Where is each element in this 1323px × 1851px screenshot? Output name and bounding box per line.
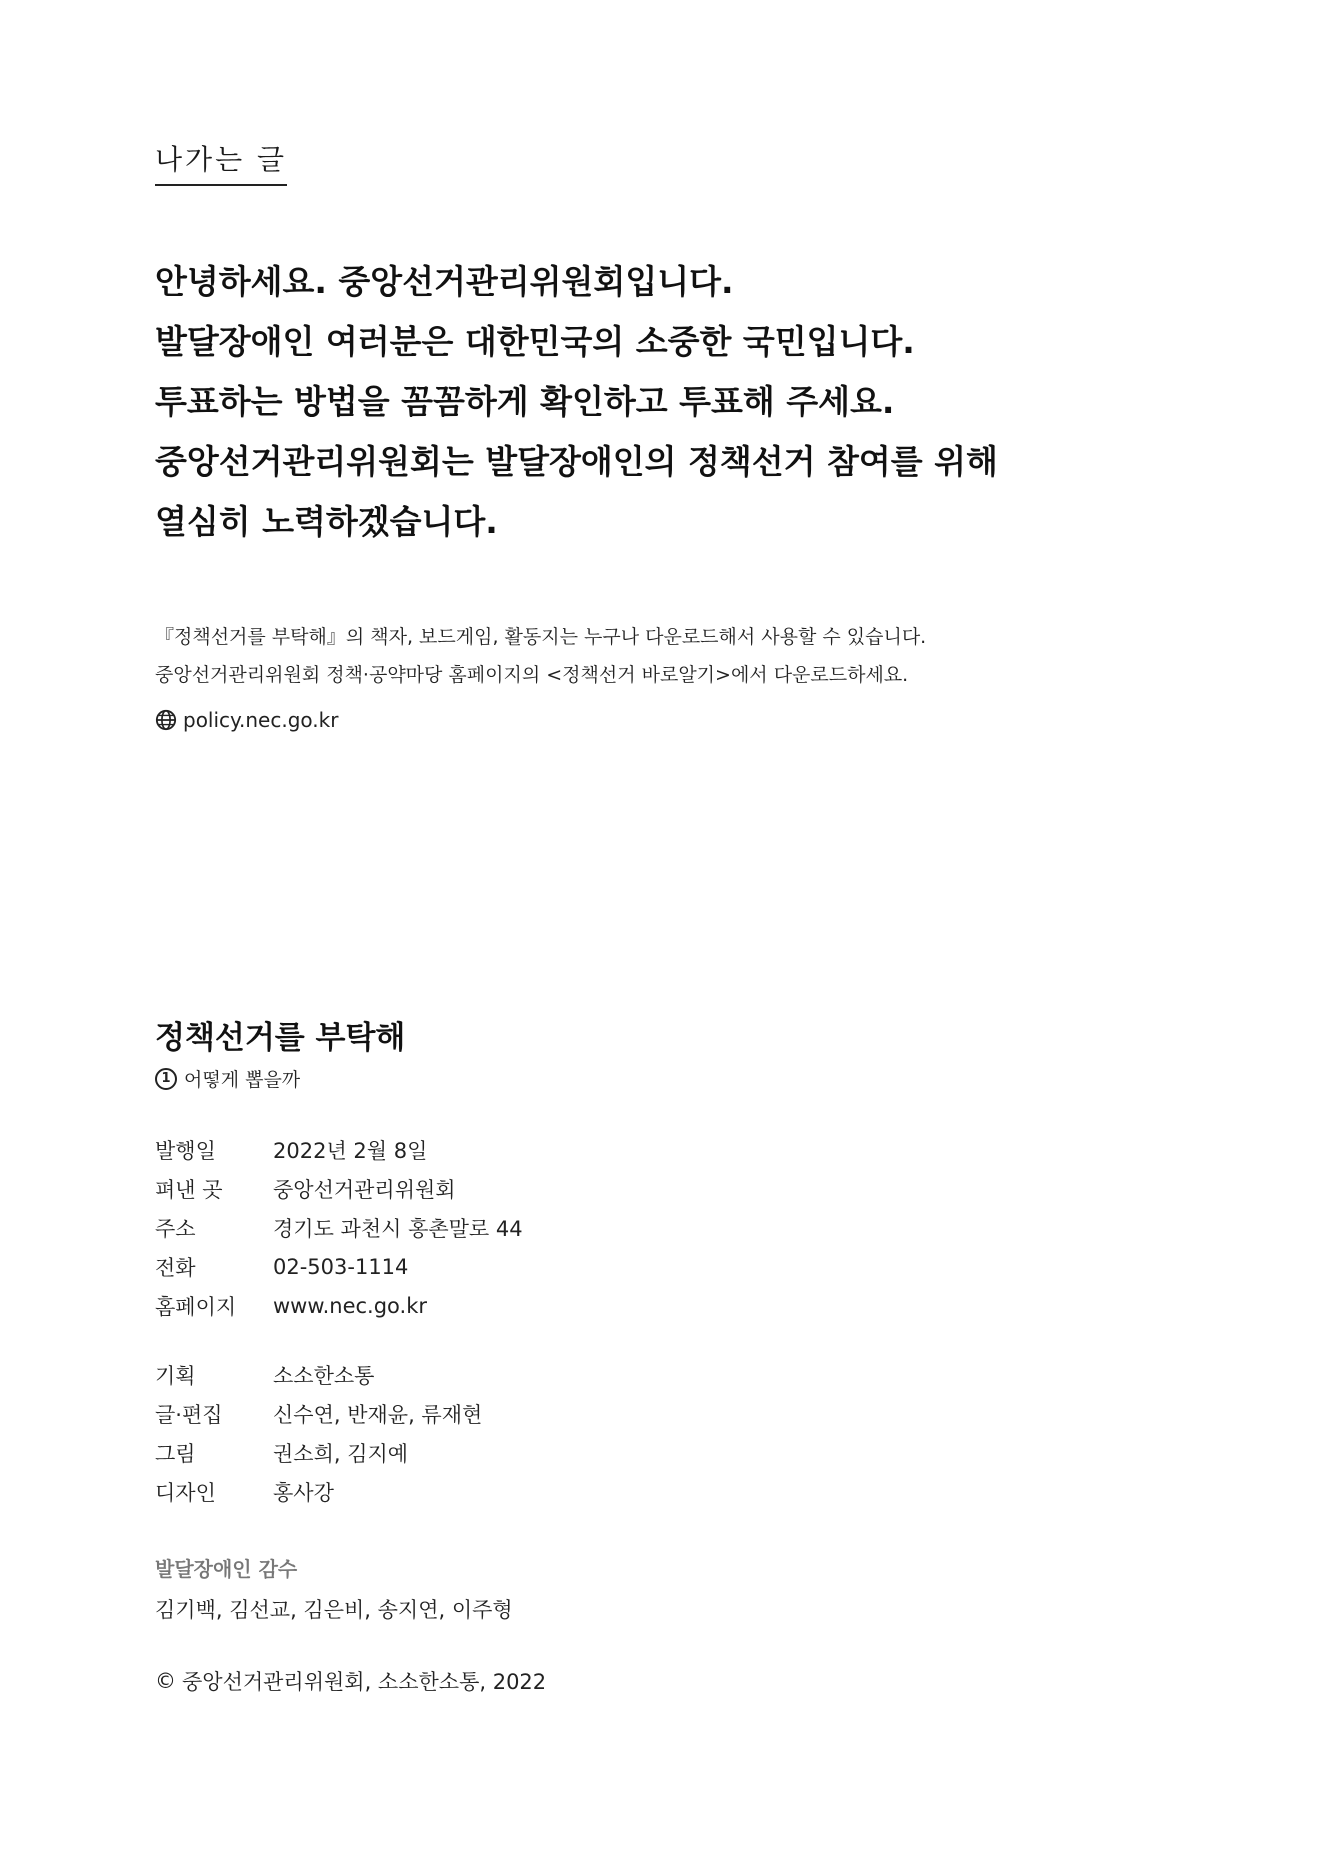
reviewer-heading: 발달장애인 감수 <box>155 1557 298 1581</box>
info-value: 02-503-1114 <box>273 1254 409 1279</box>
info-label: 전화 <box>155 1255 196 1280</box>
book-title: 정책선거를 부탁해 <box>155 1020 406 1056</box>
credits-info <box>155 1355 482 1511</box>
greeting-line: 중앙선거관리위원회는 발달장애인의 정책선거 참여를 위해 <box>155 442 998 481</box>
volume-number-badge: 1 <box>155 1068 177 1090</box>
website-url[interactable]: policy.nec.go.kr <box>183 708 339 732</box>
greeting-line: 안녕하세요. 중앙선거관리위원회입니다. <box>155 262 734 301</box>
section-heading: 나가는 글 <box>155 138 287 186</box>
info-row-address <box>155 1208 523 1247</box>
credit-label: 디자인 <box>155 1480 216 1505</box>
credit-value: 권소희, 김지예 <box>273 1441 409 1466</box>
info-row-phone <box>155 1247 523 1286</box>
info-value: 경기도 과천시 홍촌말로 44 <box>273 1216 523 1241</box>
info-value: 2022년 2월 8일 <box>273 1138 428 1163</box>
credit-label: 기획 <box>155 1363 196 1388</box>
download-notice <box>155 618 926 694</box>
credit-value: 홍사강 <box>273 1480 334 1505</box>
publication-info <box>155 1130 523 1325</box>
info-label: 홈페이지 <box>155 1294 237 1319</box>
info-label: 발행일 <box>155 1138 216 1163</box>
notice-line: 중앙선거관리위원회 정책·공약마당 홈페이지의 <정책선거 바로알기>에서 다운로드하세요. <box>155 664 909 686</box>
copyright-notice <box>155 1666 546 1696</box>
greeting-line: 투표하는 방법을 꼼꼼하게 확인하고 투표해 주세요. <box>155 382 895 421</box>
info-label: 주소 <box>155 1216 196 1241</box>
credit-value: 소소한소통 <box>273 1363 375 1388</box>
credit-row-planning <box>155 1355 482 1394</box>
credit-row-design <box>155 1472 482 1511</box>
greeting-line: 발달장애인 여러분은 대한민국의 소중한 국민입니다. <box>155 322 915 361</box>
greeting-line: 열심히 노력하겠습니다. <box>155 502 498 541</box>
subtitle-text: 어떻게 뽑을까 <box>184 1069 301 1091</box>
copyright-icon: © <box>155 1669 176 1693</box>
info-row-date <box>155 1130 523 1169</box>
info-label: 펴낸 곳 <box>155 1177 223 1202</box>
homepage-link[interactable]: www.nec.go.kr <box>273 1293 428 1318</box>
book-subtitle <box>155 1065 300 1092</box>
info-row-publisher <box>155 1169 523 1208</box>
greeting-message <box>155 252 1255 552</box>
notice-line: 『정책선거를 부탁해』의 책자, 보드게임, 활동지는 누구나 다운로드해서 사용할 수 있습니다. <box>155 626 927 648</box>
credit-label: 글·편집 <box>155 1402 223 1427</box>
copyright-text: 중앙선거관리위원회, 소소한소통, 2022 <box>182 1670 547 1694</box>
credit-row-writing <box>155 1394 482 1433</box>
credit-value: 신수연, 반재윤, 류재현 <box>273 1402 483 1427</box>
credit-row-illustration <box>155 1433 482 1472</box>
globe-icon <box>155 709 177 731</box>
credit-label: 그림 <box>155 1441 196 1466</box>
website-link[interactable] <box>155 708 338 732</box>
info-value: 중앙선거관리위원회 <box>273 1177 456 1202</box>
info-row-homepage <box>155 1286 523 1325</box>
reviewer-names: 김기백, 김선교, 김은비, 송지연, 이주형 <box>155 1598 513 1622</box>
